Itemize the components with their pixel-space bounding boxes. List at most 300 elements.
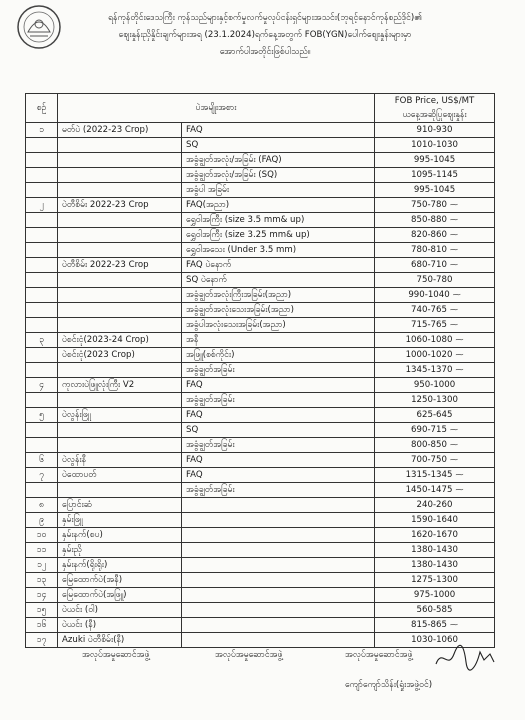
row-number [26, 153, 58, 168]
row-price [375, 288, 495, 303]
row-grade [182, 228, 375, 243]
row-number-text: ၁၁ [36, 545, 47, 555]
price-header-line-1: FOB Price, US$/MT [394, 96, 475, 106]
table-row [26, 288, 495, 303]
column-header-no: စဉ် [26, 94, 58, 123]
row-item-name [58, 258, 182, 273]
row-item-name-text: ပဲစင်းငုံ(2023 Crop) [62, 350, 135, 360]
row-grade-text: အခွံချွတ်အခြမ်း [186, 395, 235, 405]
row-grade-text: အခွံချွတ်အလုံး/အခြမ်း (FAQ) [186, 155, 282, 165]
row-price [375, 423, 495, 438]
row-grade [182, 633, 375, 648]
row-price [375, 378, 495, 393]
row-number [26, 393, 58, 408]
row-number-text: ၉ [39, 515, 44, 525]
row-price [375, 573, 495, 588]
row-item-name [58, 228, 182, 243]
row-price [375, 318, 495, 333]
row-price-text: 910-930 [416, 125, 453, 135]
header-line-1: ရန်ကုန်တိုင်းဒေသကြီး ကုန်သည်များနှင့်စက်မှုလက်မှုလုပ်ငန်းရှင်များအသင်း(ဘုရင့်နောင်ကုန်စည်ဒိုင်)၏ [108, 13, 422, 23]
table-row [26, 543, 495, 558]
row-item-name [58, 183, 182, 198]
row-price-text: 1060-1080 [405, 335, 453, 345]
row-item-name [58, 498, 182, 513]
row-item-name [58, 153, 182, 168]
row-grade [182, 183, 375, 198]
row-item-name [58, 543, 182, 558]
table-row [26, 168, 495, 183]
row-grade [182, 453, 375, 468]
row-item-name [58, 558, 182, 573]
header-date: 23.1.2024 [207, 30, 252, 40]
handwritten-check-mark: ⁓ [449, 245, 458, 254]
row-price [375, 483, 495, 498]
row-price-text: 740-765 [411, 305, 447, 315]
handwritten-check-mark: ⁓ [449, 305, 458, 314]
row-item-name-text: နှမ်းနက်(ရိုးရိုး) [62, 560, 108, 570]
handwritten-check-mark: ⁓ [449, 440, 458, 449]
row-grade [182, 288, 375, 303]
row-item-name-text: မြေထောက်ပဲ(အဖြူ) [62, 590, 127, 600]
row-price-text: 750-780 [411, 200, 447, 210]
row-number-text: ၁၃ [36, 575, 47, 585]
row-item-name [58, 588, 182, 603]
table-row [26, 408, 495, 423]
row-item-name-text: ပဲလွန်းနီ [62, 455, 87, 465]
handwritten-check-mark: ⁓ [449, 425, 458, 434]
row-item-name [58, 123, 182, 138]
row-price [375, 228, 495, 243]
row-grade [182, 408, 375, 423]
row-grade-text: အခွံချွတ်အခြမ်း [186, 440, 235, 450]
row-price-text: 1315-1345 [405, 470, 453, 480]
row-item-name [58, 303, 182, 318]
row-number-text: ၆ [39, 455, 44, 465]
price-table [25, 93, 495, 648]
row-grade [182, 573, 375, 588]
row-item-name [58, 423, 182, 438]
row-price [375, 123, 495, 138]
row-item-name-text: မြေထောက်ပဲ(အနီ) [62, 575, 123, 585]
row-grade [182, 438, 375, 453]
row-grade-text: SQ [186, 425, 199, 435]
handwritten-check-mark: ⁓ [449, 215, 458, 224]
row-grade-text: FAQ [186, 125, 203, 135]
row-grade-text: အခွံချွတ်အလုံး/အခြမ်း (SQ) [186, 170, 278, 180]
row-grade [182, 258, 375, 273]
row-grade [182, 153, 375, 168]
row-item-name [58, 288, 182, 303]
row-price-text: 1450-1475 [405, 485, 453, 495]
row-number [26, 213, 58, 228]
row-price-text: 1095-1145 [411, 170, 458, 180]
table-row [26, 423, 495, 438]
row-price-text: 1275-1300 [411, 575, 458, 585]
row-number [26, 198, 58, 213]
row-price [375, 603, 495, 618]
row-number-text: ၃ [39, 335, 44, 345]
row-number [26, 348, 58, 363]
handwritten-check-mark: ⁓ [455, 470, 464, 479]
row-price-text: 1590-1640 [411, 515, 458, 525]
row-grade [182, 123, 375, 138]
row-price-text: 1620-1670 [411, 530, 458, 540]
row-price-text: 240-260 [416, 500, 453, 510]
row-number [26, 183, 58, 198]
signer-name: ကျော်ကျော်သိန်း(ရှုံးအဖွဲ့ဝင်) [345, 680, 433, 690]
row-price [375, 618, 495, 633]
footer-signatory-1: အလုပ်အမှုဆောင်အဖွဲ့ [82, 650, 150, 660]
row-price [375, 348, 495, 363]
handwritten-check-mark: ⁓ [449, 200, 458, 209]
table-row [26, 183, 495, 198]
handwritten-check-mark: ⁓ [449, 620, 458, 629]
row-grade-text: FAQ [186, 455, 203, 465]
row-grade-text: အခွံချွတ်အခြမ်း [186, 365, 235, 375]
row-grade [182, 198, 375, 213]
row-number [26, 498, 58, 513]
row-number-text: ၇ [39, 470, 44, 480]
row-price [375, 333, 495, 348]
row-price [375, 558, 495, 573]
row-number [26, 603, 58, 618]
row-grade [182, 393, 375, 408]
row-price-text: 950-1000 [413, 380, 456, 390]
row-item-name [58, 273, 182, 288]
row-price [375, 468, 495, 483]
row-grade [182, 618, 375, 633]
price-header-line-2: ယနေ့အဆိုပြုစျေးနှုန်း [402, 110, 467, 120]
table-row [26, 348, 495, 363]
row-grade-text: အခွံချွတ်အခြမ်း [186, 485, 235, 495]
handwritten-check-mark: ⁓ [455, 485, 464, 494]
row-number [26, 408, 58, 423]
row-number [26, 543, 58, 558]
row-item-name [58, 573, 182, 588]
row-grade-text: အခွံချွတ်အလုံးကြီးအခြမ်း(အညာ) [186, 290, 292, 300]
row-number [26, 468, 58, 483]
table-row [26, 558, 495, 573]
row-item-name [58, 603, 182, 618]
row-grade [182, 588, 375, 603]
price-table-body [26, 123, 495, 648]
table-row [26, 513, 495, 528]
table-row [26, 243, 495, 258]
row-price-text: 1000-1020 [405, 350, 453, 360]
row-item-name-text: မတ်ပဲ (2022-23 Crop) [62, 125, 149, 135]
row-number [26, 258, 58, 273]
row-price-text: 850-880 [411, 215, 447, 225]
row-item-name-text: ပဲတီစိမ်း 2022-23 Crop [62, 260, 149, 270]
row-number [26, 528, 58, 543]
row-item-name [58, 243, 182, 258]
column-header-price [375, 94, 495, 123]
row-price-text: 990-1040 [408, 290, 450, 300]
row-grade [182, 348, 375, 363]
row-item-name [58, 213, 182, 228]
association-seal-icon [16, 4, 62, 50]
row-price-text: 975-1000 [413, 590, 456, 600]
row-grade-text: အခွံချွတ်အလုံးသေးအခြမ်း(အညာ) [186, 305, 294, 315]
handwritten-check-mark: ⁓ [455, 335, 464, 344]
row-price [375, 363, 495, 378]
document-header [60, 10, 470, 61]
row-price-text: 560-585 [416, 605, 453, 615]
table-row [26, 438, 495, 453]
row-number [26, 228, 58, 243]
row-item-name [58, 618, 182, 633]
row-grade [182, 213, 375, 228]
table-row [26, 588, 495, 603]
row-item-name-text: နှမ်းနက်(စပ) [62, 530, 103, 540]
row-item-name [58, 528, 182, 543]
table-row [26, 198, 495, 213]
row-number-text: ၁ [39, 125, 44, 135]
row-item-name-text: ပဲလွန်းဖြူ [62, 410, 91, 420]
row-price-text: 1030-1060 [411, 635, 458, 645]
row-number-text: ၁၅ [36, 605, 47, 615]
row-item-name-text: ပဲစင်းငုံ(2023-24 Crop) [62, 335, 149, 345]
footer-signatory-2: အလုပ်အမှုဆောင်အဖွဲ့ [215, 650, 283, 660]
row-price-text: 780-810 [411, 245, 447, 255]
row-number-text: ၁၇ [36, 635, 47, 645]
row-grade [182, 303, 375, 318]
table-row [26, 138, 495, 153]
row-price-text: 690-715 [411, 425, 447, 435]
row-price-text: 715-765 [411, 320, 447, 330]
row-item-name-text: ပဲတီစိမ်း 2022-23 Crop [62, 200, 149, 210]
row-grade-text: FAQ [186, 410, 203, 420]
row-price-text: 820-860 [411, 230, 447, 240]
row-grade [182, 318, 375, 333]
table-row [26, 213, 495, 228]
row-item-name [58, 378, 182, 393]
row-number [26, 288, 58, 303]
row-grade [182, 138, 375, 153]
handwritten-check-mark: ⁓ [455, 365, 464, 374]
row-grade [182, 603, 375, 618]
row-price-text: 1010-1030 [411, 140, 458, 150]
row-item-name [58, 633, 182, 648]
row-price [375, 498, 495, 513]
row-grade-text: ရွှေဝါအကြီး (size 3.25 mm& up) [186, 230, 310, 240]
table-row [26, 618, 495, 633]
row-grade-text: SQ ပဲနောက် [186, 275, 227, 285]
row-grade [182, 483, 375, 498]
row-grade-text: SQ [186, 140, 199, 150]
row-item-name [58, 513, 182, 528]
row-grade [182, 168, 375, 183]
row-item-name [58, 483, 182, 498]
handwritten-check-mark: ⁓ [449, 260, 458, 269]
row-item-name [58, 198, 182, 213]
table-row [26, 573, 495, 588]
table-row [26, 273, 495, 288]
row-item-name [58, 138, 182, 153]
row-price-text: 800-850 [411, 440, 447, 450]
table-row [26, 153, 495, 168]
row-item-name [58, 453, 182, 468]
row-number [26, 138, 58, 153]
row-price [375, 273, 495, 288]
row-grade [182, 468, 375, 483]
row-number [26, 438, 58, 453]
row-price [375, 258, 495, 273]
row-number-text: ၁၆ [36, 620, 47, 630]
row-price [375, 243, 495, 258]
row-grade [182, 273, 375, 288]
row-price-text: 815-865 [411, 620, 447, 630]
table-row [26, 483, 495, 498]
row-grade-text: FAQ [186, 380, 203, 390]
row-price-text: 995-1045 [413, 155, 456, 165]
row-number [26, 243, 58, 258]
row-item-name [58, 468, 182, 483]
row-grade-text: FAQ(အညာ) [186, 200, 230, 210]
table-row [26, 318, 495, 333]
row-item-name-text: ပြောင်းဆံ [62, 500, 92, 510]
row-price-text: 700-750 [411, 455, 447, 465]
row-price [375, 213, 495, 228]
row-grade-text: ရွှေဝါအသေး (Under 3.5 mm) [186, 245, 297, 255]
row-grade [182, 513, 375, 528]
table-row [26, 258, 495, 273]
row-grade [182, 498, 375, 513]
handwritten-check-mark: ⁓ [449, 320, 458, 329]
row-number-text: ၁၂ [36, 560, 47, 570]
row-item-name-text: Azuki ပဲတီစိမ်း(နီ) [62, 635, 125, 645]
row-item-name [58, 438, 182, 453]
row-number-text: ၁၄ [36, 590, 47, 600]
row-price [375, 168, 495, 183]
row-price [375, 408, 495, 423]
row-grade-text: အနီ [186, 335, 199, 345]
row-price-text: 625-645 [416, 410, 453, 420]
row-price [375, 303, 495, 318]
row-price-text: 1345-1370 [405, 365, 453, 375]
row-price [375, 588, 495, 603]
row-grade-text: အခွံပါ အခြမ်း [186, 185, 230, 195]
row-price [375, 198, 495, 213]
row-price [375, 528, 495, 543]
row-item-name [58, 363, 182, 378]
header-line-2 [60, 27, 470, 44]
row-item-name-text: နှမ်းညို [62, 545, 82, 555]
row-price [375, 513, 495, 528]
row-item-name [58, 318, 182, 333]
table-row [26, 393, 495, 408]
row-item-name-text: ပဲယင်း (နီ) [62, 620, 97, 630]
handwritten-check-mark: ⁓ [452, 290, 461, 299]
row-item-name [58, 168, 182, 183]
row-price [375, 183, 495, 198]
row-number [26, 633, 58, 648]
row-grade [182, 333, 375, 348]
row-number [26, 123, 58, 138]
row-number [26, 573, 58, 588]
row-number-text: ၂ [39, 200, 44, 210]
row-grade [182, 543, 375, 558]
row-price [375, 138, 495, 153]
table-row [26, 333, 495, 348]
row-number [26, 303, 58, 318]
row-grade-text: FAQ ပဲနောက် [186, 260, 232, 270]
row-number [26, 378, 58, 393]
row-item-name-text: ပဲယင်း (ဝါ) [62, 605, 98, 615]
row-price-text: 680-710 [411, 260, 447, 270]
table-row [26, 303, 495, 318]
row-number-text: ၅ [39, 410, 44, 420]
row-price [375, 453, 495, 468]
table-row [26, 633, 495, 648]
table-row [26, 228, 495, 243]
row-number-text: ၁၀ [36, 530, 47, 540]
row-price-text: 1380-1430 [411, 560, 458, 570]
table-row [26, 453, 495, 468]
row-number-text: ၈ [39, 500, 44, 510]
handwritten-check-mark: ⁓ [449, 230, 458, 239]
header-line-2-part-2: )ရက်နေ့အတွက် FOB(YGN)ပေါက်စျေးနှုန်းများမှာ [251, 30, 412, 40]
handwritten-check-mark: ⁓ [455, 350, 464, 359]
row-price-text: 995-1045 [413, 185, 456, 195]
row-grade-text: အခွံပါအလုံးသေးအခြမ်း(အညာ) [186, 320, 286, 330]
table-row [26, 363, 495, 378]
header-line-2-part-1: စျေးနှုန်းညှိနှိုင်းချက်များအရ ( [118, 30, 208, 40]
row-grade-text: ရွှေဝါအကြီး (size 3.5 mm& up) [186, 215, 305, 225]
table-row [26, 528, 495, 543]
row-price-text: 1380-1430 [411, 545, 458, 555]
row-number [26, 588, 58, 603]
footer-signatory-3: အလုပ်အမှုဆောင်အဖွဲ့ [345, 650, 413, 660]
row-item-name [58, 408, 182, 423]
row-item-name-text: ကုလားပဲဖြူလုံးကြီး V2 [62, 380, 135, 390]
table-row [26, 378, 495, 393]
column-header-item: ပဲအမျိုးအစား [58, 94, 375, 123]
row-grade-text: FAQ [186, 470, 203, 480]
row-number [26, 333, 58, 348]
row-item-name-text: နှမ်းဖြူ [62, 515, 83, 525]
row-item-name-text: ပဲထောပတ် [62, 470, 97, 480]
header-line-3: အောက်ပါအတိုင်းဖြစ်ပါသည်။ [219, 47, 311, 57]
handwritten-check-mark: ⁓ [449, 455, 458, 464]
row-item-name [58, 333, 182, 348]
row-number [26, 513, 58, 528]
table-row [26, 498, 495, 513]
table-row [26, 468, 495, 483]
row-price-text: 1250-1300 [411, 395, 458, 405]
row-number [26, 363, 58, 378]
row-number [26, 318, 58, 333]
row-grade [182, 378, 375, 393]
row-price-text: 750-780 [416, 275, 453, 285]
handwritten-signature [432, 642, 502, 672]
row-price [375, 543, 495, 558]
row-number [26, 423, 58, 438]
row-grade [182, 243, 375, 258]
row-price [375, 153, 495, 168]
row-price [375, 438, 495, 453]
row-number [26, 168, 58, 183]
row-number [26, 453, 58, 468]
row-grade [182, 363, 375, 378]
row-number [26, 483, 58, 498]
table-row [26, 123, 495, 138]
row-number-text: ၄ [39, 380, 44, 390]
row-item-name [58, 348, 182, 363]
row-grade [182, 558, 375, 573]
row-number [26, 273, 58, 288]
row-item-name [58, 393, 182, 408]
